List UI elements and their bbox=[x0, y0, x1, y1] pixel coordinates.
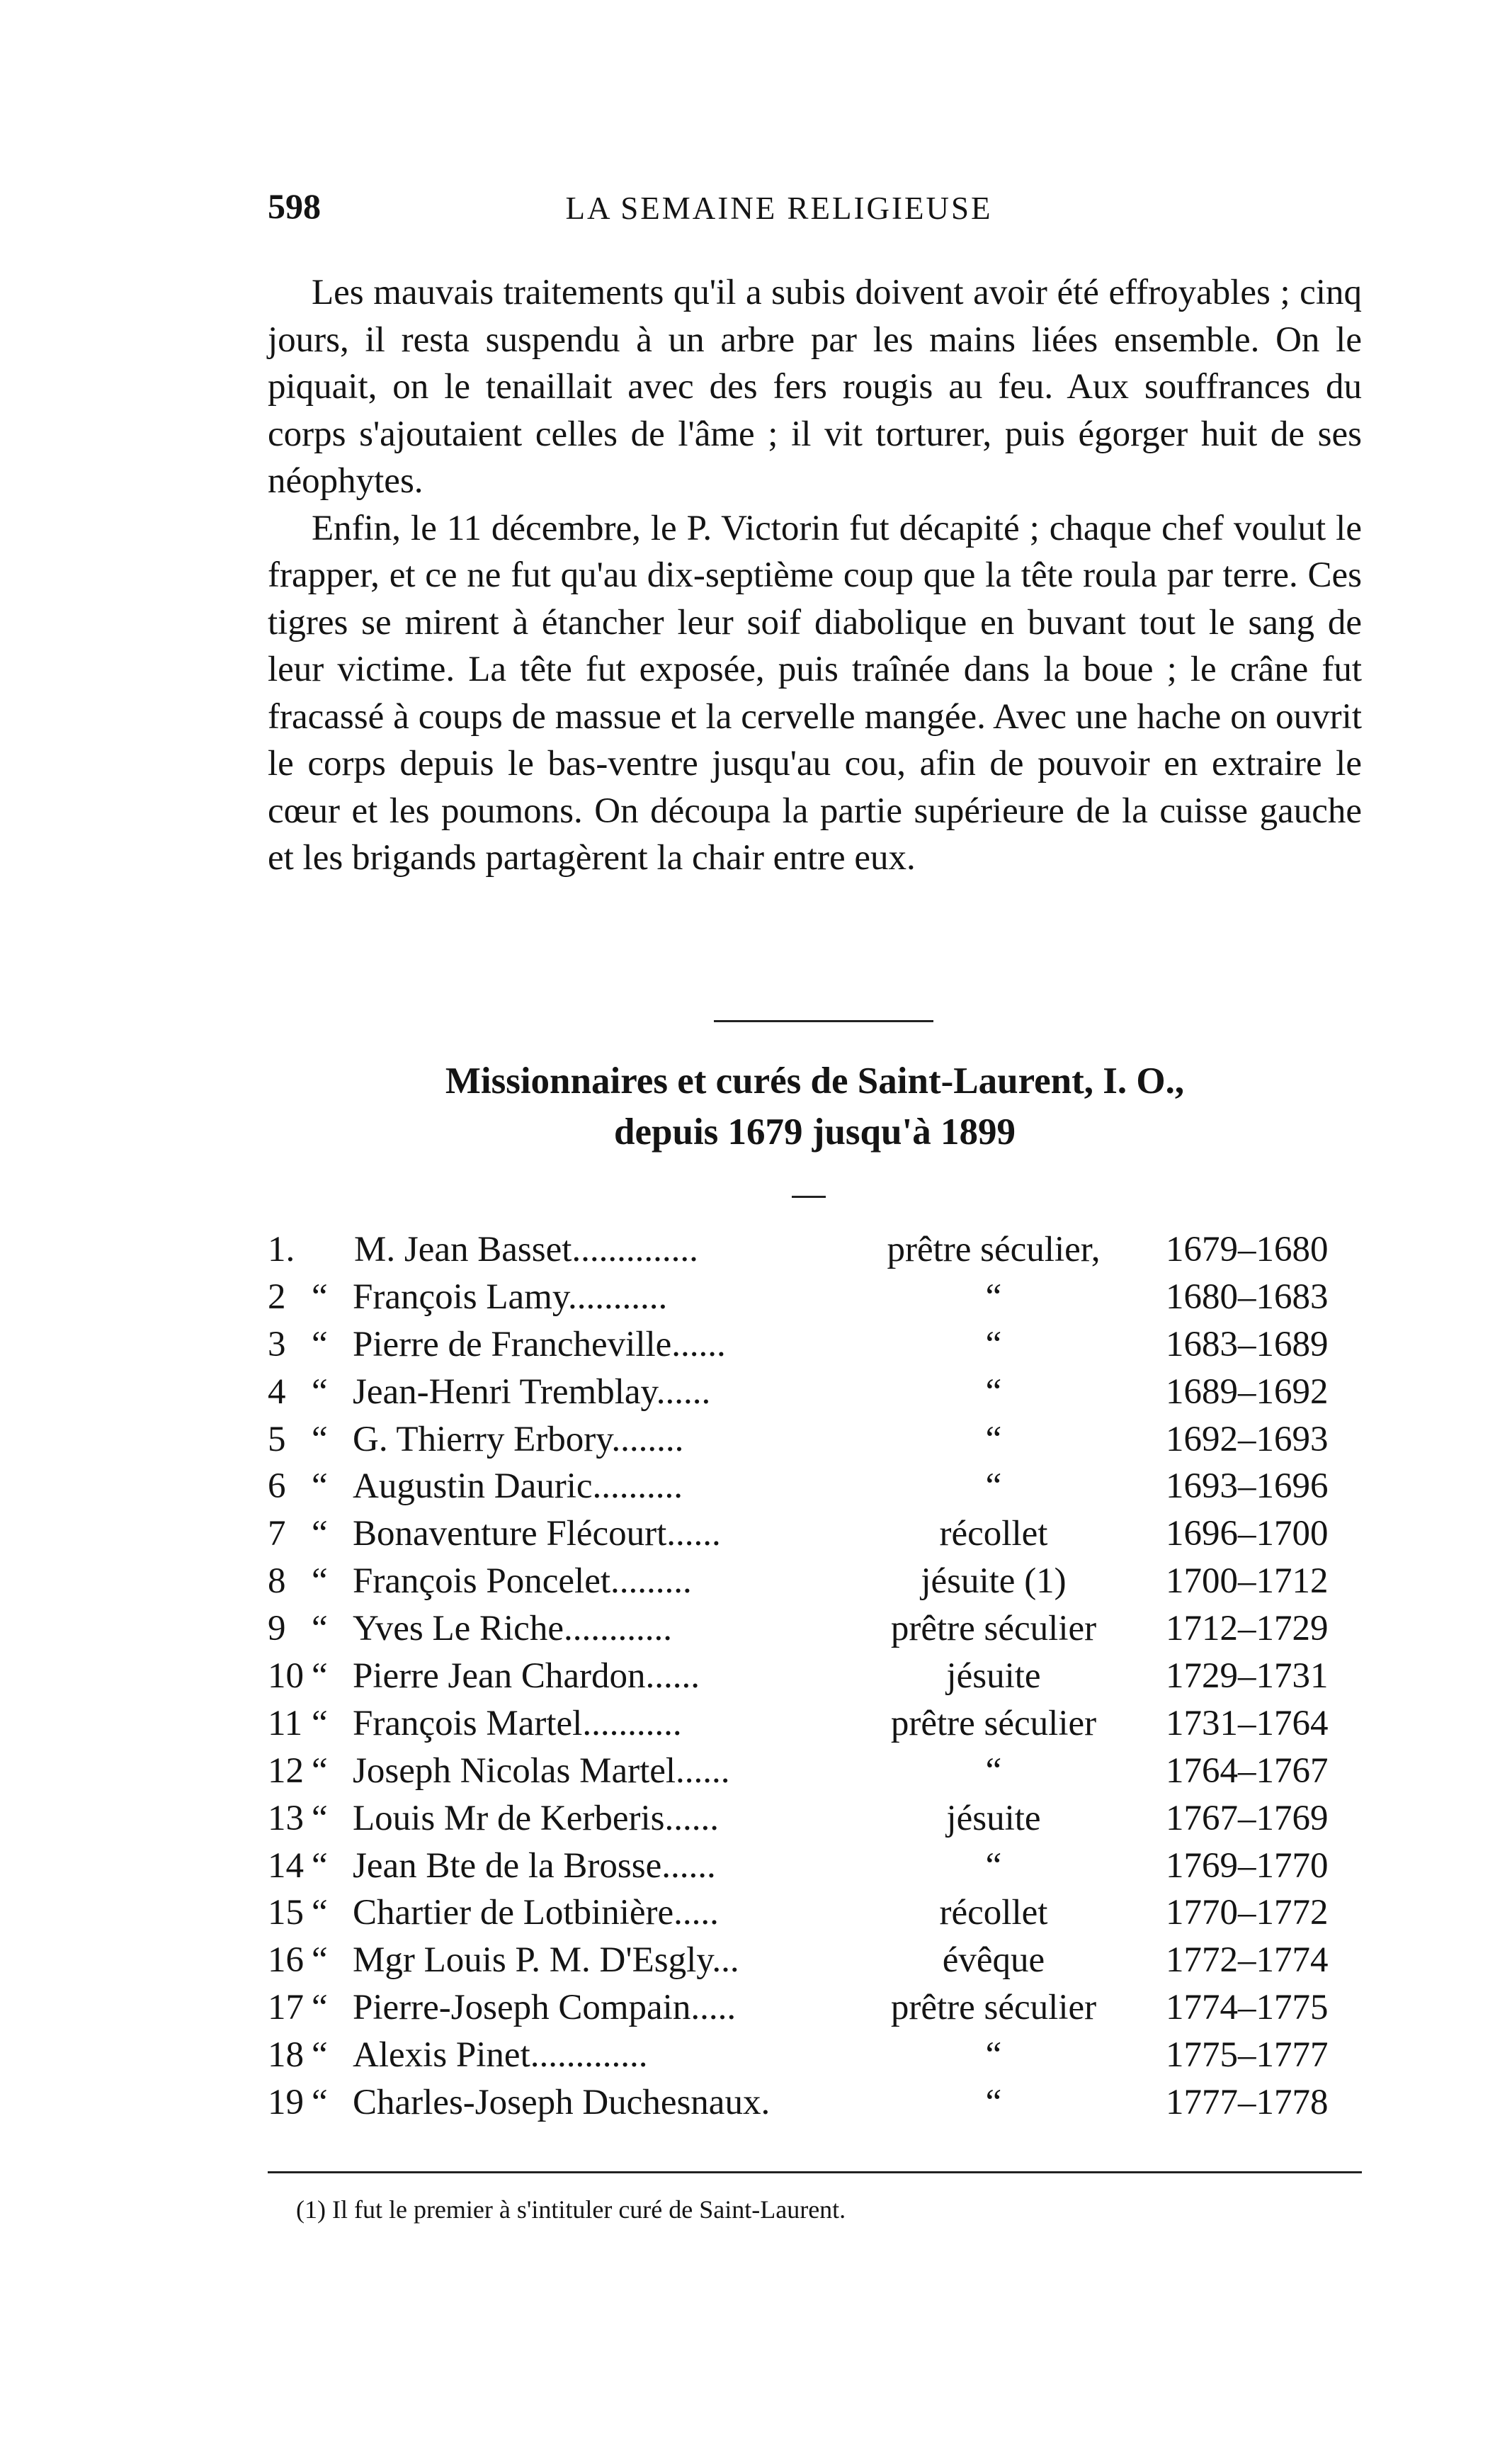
item-name: Jean-Henri Tremblay...... bbox=[353, 1371, 711, 1412]
item-years: 1777–1778 bbox=[1166, 2083, 1329, 2123]
ditto-mark: “ bbox=[312, 1656, 328, 1697]
ditto-mark: “ bbox=[312, 1940, 328, 1981]
list-item bbox=[268, 1371, 1362, 1419]
item-years: 1769–1770 bbox=[1166, 1845, 1329, 1886]
list-item bbox=[268, 1513, 1362, 1561]
ditto-mark: “ bbox=[312, 2035, 328, 2076]
list-item bbox=[268, 2035, 1362, 2082]
list-item bbox=[268, 1703, 1362, 1750]
item-role: “ bbox=[985, 1277, 1002, 1317]
list-item bbox=[268, 1987, 1362, 2035]
item-years: 1696–1700 bbox=[1166, 1514, 1329, 1554]
list-item bbox=[268, 1419, 1362, 1466]
paragraph: Enfin, le 11 décembre, le P. Victorin fut décapité ; chaque chef voulut le frapper, et ce ne fut qu'au dix-septième coup que la tête roula par terre. Ces tigres se mirent à étancher leur soif diabolique en buvant tout le sang de leur victime. La tête fut exposée, puis traînée dans la boue ; le crâne fut fracassé à coups de massue et la cervelle mangée. Avec une hache on ouvrit le corps depuis le bas-ventre jusqu'au cou, afin de pouvoir en extraire le cœur et les poumons. On découpa la partie supérieure de la cuisse gauche et les brigands partagèrent la chair entre eux. bbox=[268, 508, 1362, 878]
item-years: 1679–1680 bbox=[1166, 1230, 1329, 1269]
item-role: récollet bbox=[939, 1514, 1048, 1554]
list-item bbox=[268, 1466, 1362, 1513]
item-role: jésuite bbox=[946, 1656, 1041, 1697]
item-years: 1770–1772 bbox=[1166, 1893, 1329, 1933]
footnote-divider bbox=[268, 2171, 1362, 2173]
item-number: 17 bbox=[268, 1988, 304, 2028]
item-name: Pierre de Francheville...... bbox=[353, 1324, 726, 1364]
page-number: 598 bbox=[268, 186, 321, 226]
item-role: “ bbox=[985, 1845, 1002, 1886]
item-number: 1. bbox=[268, 1230, 295, 1269]
list-item bbox=[268, 1798, 1362, 1845]
item-role: “ bbox=[985, 2035, 1002, 2076]
item-role: prêtre séculier bbox=[890, 1703, 1097, 1743]
item-number: 2 bbox=[268, 1277, 286, 1317]
running-head: LA SEMAINE RELIGIEUSE bbox=[565, 191, 993, 226]
item-years: 1680–1683 bbox=[1166, 1277, 1329, 1317]
list-item bbox=[268, 1324, 1362, 1371]
title-divider bbox=[792, 1196, 826, 1198]
item-name: François Martel........... bbox=[353, 1703, 682, 1743]
item-number: 18 bbox=[268, 2035, 304, 2076]
item-years: 1731–1764 bbox=[1166, 1703, 1329, 1743]
item-name: François Poncelet......... bbox=[353, 1561, 692, 1602]
item-role: prêtre séculier, bbox=[887, 1230, 1101, 1269]
item-name: Mgr Louis P. M. D'Esgly... bbox=[353, 1940, 739, 1981]
item-years: 1729–1731 bbox=[1166, 1656, 1329, 1697]
clergy-list bbox=[268, 1229, 1362, 2129]
item-years: 1775–1777 bbox=[1166, 2035, 1329, 2076]
ditto-mark: “ bbox=[312, 1893, 328, 1933]
section-title bbox=[268, 1056, 1362, 1158]
item-number: 6 bbox=[268, 1466, 286, 1507]
list-item bbox=[268, 1750, 1362, 1798]
item-number: 15 bbox=[268, 1893, 304, 1933]
item-role: prêtre séculier bbox=[890, 1609, 1097, 1649]
list-item bbox=[268, 1656, 1362, 1703]
item-years: 1693–1696 bbox=[1166, 1466, 1329, 1507]
item-name: Charles-Joseph Duchesnaux. bbox=[353, 2083, 771, 2123]
item-number: 5 bbox=[268, 1419, 286, 1459]
item-name: Alexis Pinet............. bbox=[353, 2035, 648, 2076]
item-role: “ bbox=[985, 1750, 1002, 1791]
item-name: Pierre Jean Chardon...... bbox=[353, 1656, 700, 1697]
ditto-mark: “ bbox=[312, 1277, 328, 1317]
item-years: 1774–1775 bbox=[1166, 1988, 1329, 2028]
item-name: François Lamy........... bbox=[353, 1277, 668, 1317]
list-item bbox=[268, 1845, 1362, 1893]
item-number: 12 bbox=[268, 1750, 304, 1791]
list-item bbox=[268, 2082, 1362, 2129]
item-number: 10 bbox=[268, 1656, 304, 1697]
item-role: récollet bbox=[939, 1893, 1048, 1933]
item-name: Pierre-Joseph Compain..... bbox=[353, 1988, 737, 2028]
item-name: Joseph Nicolas Martel...... bbox=[353, 1750, 730, 1791]
ditto-mark: “ bbox=[312, 2083, 328, 2123]
ditto-mark: “ bbox=[312, 1750, 328, 1791]
item-role: “ bbox=[985, 1371, 1002, 1412]
body-text bbox=[268, 269, 1362, 882]
ditto-mark: “ bbox=[312, 1324, 328, 1364]
item-years: 1712–1729 bbox=[1166, 1609, 1329, 1649]
section-title-line: depuis 1679 jusqu'à 1899 bbox=[614, 1111, 1016, 1153]
ditto-mark: “ bbox=[312, 1371, 328, 1412]
item-name: Chartier de Lotbinière..... bbox=[353, 1893, 719, 1933]
item-years: 1700–1712 bbox=[1166, 1561, 1329, 1602]
item-role: “ bbox=[985, 1324, 1002, 1364]
paragraph: Les mauvais traitements qu'il a subis doivent avoir été effroyables ; cinq jours, il resta suspendu à un arbre par les mains liées ensemble. On le piquait, on le tenaillait avec des fers rougis au feu. Aux souffrances du corps s'ajoutaient celles de l'âme ; il vit torturer, puis égorger huit de ses néophytes. bbox=[268, 273, 1362, 501]
footnote: (1) Il fut le premier à s'intituler curé de Saint-Laurent. bbox=[296, 2195, 846, 2224]
list-item bbox=[268, 1229, 1362, 1277]
ditto-mark: “ bbox=[312, 1798, 328, 1838]
item-role: “ bbox=[985, 1419, 1002, 1459]
item-years: 1689–1692 bbox=[1166, 1371, 1329, 1412]
item-number: 9 bbox=[268, 1609, 286, 1649]
list-item bbox=[268, 1561, 1362, 1608]
ditto-mark: “ bbox=[312, 1609, 328, 1649]
item-role: prêtre séculier bbox=[890, 1988, 1097, 2028]
item-number: 19 bbox=[268, 2083, 304, 2123]
list-item bbox=[268, 1608, 1362, 1656]
item-name: Augustin Dauric.......... bbox=[353, 1466, 683, 1507]
item-years: 1683–1689 bbox=[1166, 1324, 1329, 1364]
item-role: évêque bbox=[942, 1940, 1045, 1981]
item-number: 7 bbox=[268, 1514, 286, 1554]
item-number: 4 bbox=[268, 1371, 286, 1412]
list-item bbox=[268, 1940, 1362, 1987]
item-number: 14 bbox=[268, 1845, 304, 1886]
item-name: M. Jean Basset.............. bbox=[354, 1230, 698, 1269]
item-name: Bonaventure Flécourt...... bbox=[353, 1514, 721, 1554]
item-role: “ bbox=[985, 2083, 1002, 2123]
ditto-mark: “ bbox=[312, 1845, 328, 1886]
ditto-mark: “ bbox=[312, 1466, 328, 1507]
section-divider bbox=[714, 1020, 933, 1022]
item-role: “ bbox=[985, 1466, 1002, 1507]
item-years: 1764–1767 bbox=[1166, 1750, 1329, 1791]
item-number: 11 bbox=[268, 1703, 303, 1743]
item-number: 13 bbox=[268, 1798, 304, 1838]
item-role: jésuite (1) bbox=[921, 1561, 1067, 1602]
item-number: 3 bbox=[268, 1324, 286, 1364]
item-years: 1767–1769 bbox=[1166, 1798, 1329, 1838]
ditto-mark: “ bbox=[312, 1988, 328, 2028]
list-item bbox=[268, 1277, 1362, 1324]
item-years: 1692–1693 bbox=[1166, 1419, 1329, 1459]
item-years: 1772–1774 bbox=[1166, 1940, 1329, 1981]
item-name: Yves Le Riche............ bbox=[353, 1609, 672, 1649]
ditto-mark: “ bbox=[312, 1703, 328, 1743]
section-title-line: Missionnaires et curés de Saint-Laurent, I. O., bbox=[445, 1060, 1185, 1102]
item-name: Jean Bte de la Brosse...... bbox=[353, 1845, 716, 1886]
item-number: 8 bbox=[268, 1561, 286, 1602]
item-role: jésuite bbox=[946, 1798, 1041, 1838]
item-name: G. Thierry Erbory........ bbox=[353, 1419, 684, 1459]
list-item bbox=[268, 1892, 1362, 1940]
ditto-mark: “ bbox=[312, 1419, 328, 1459]
item-name: Louis Mr de Kerberis...... bbox=[353, 1798, 719, 1838]
ditto-mark: “ bbox=[312, 1514, 328, 1554]
ditto-mark: “ bbox=[312, 1561, 328, 1602]
item-number: 16 bbox=[268, 1940, 304, 1981]
